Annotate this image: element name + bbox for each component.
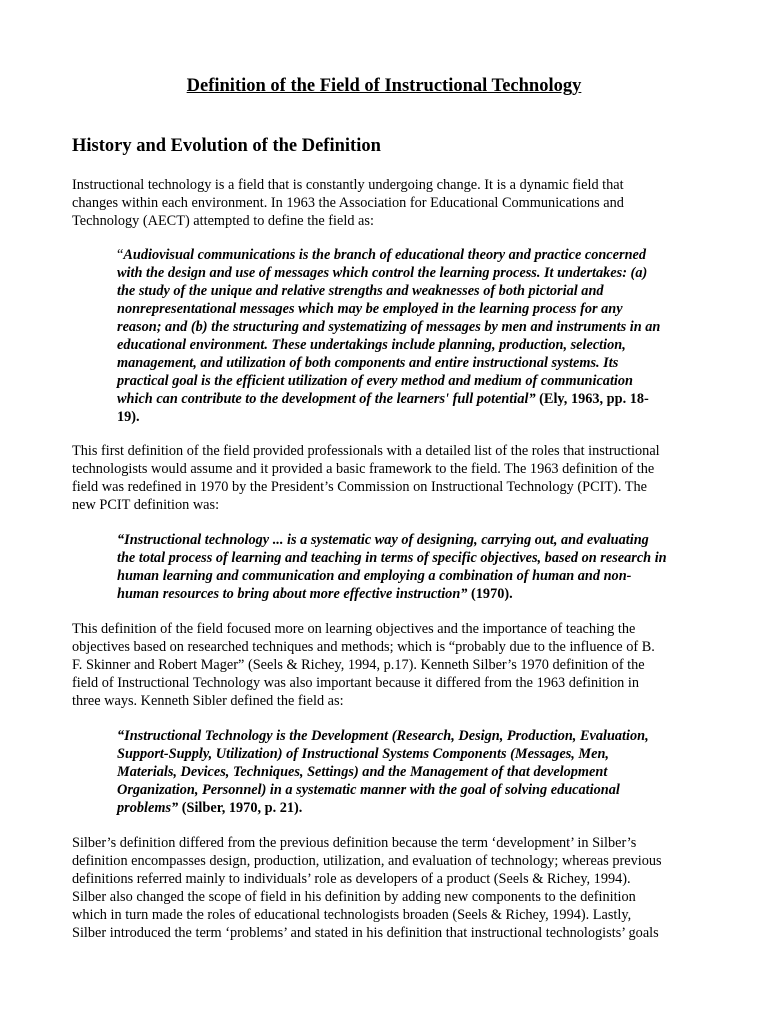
text-line: with the design and use of messages which control the learning process. It undertakes: (a): [117, 265, 648, 281]
text-line: practical goal is the efficient utilization of every method and medium of communication: [117, 373, 634, 389]
text-line: changes within each environment. In 1963 the Association for Educational Communications and: [72, 195, 624, 211]
text-line: Organization, Personnel) in a systematic manner with the goal of solving educational: [117, 782, 620, 798]
text-line: “Instructional Technology is the Development (Research, Design, Production, Evaluation,: [117, 728, 649, 744]
paragraph-intro: [72, 176, 696, 230]
text-line-content: Audiovisual communications is the branch of educational theory and practice concerned: [123, 247, 647, 263]
text-line: nonrepresentational messages which may be employed in the learning process for any: [117, 301, 623, 317]
quote-silber-1970: [117, 727, 695, 817]
quote-aect-1963: [117, 246, 695, 426]
document-title: Definition of the Field of Instructional Technology: [186, 76, 582, 96]
text-line: [117, 799, 695, 817]
text-line: management, and utilization of both components and entire instructional systems. Its: [117, 355, 619, 371]
text-line: definition encompasses design, production, utilization, and evaluation of technology; whereas previous: [72, 853, 662, 869]
paragraph-silber-differences: [72, 834, 696, 942]
text-line: three ways. Kenneth Sibler defined the field as:: [72, 693, 344, 709]
section-heading: History and Evolution of the Definition: [72, 136, 381, 156]
text-line: [117, 390, 695, 408]
open-quote-mark: “: [117, 247, 124, 263]
text-line: field of Instructional Technology was also important because it differed from the 1963 definition in: [72, 675, 640, 691]
text-line: Silber also changed the scope of field in his definition by adding new components to the definition: [72, 889, 636, 905]
text-line: definitions referred mainly to individuals’ role as developers of a product (Seels & Richey, 1994).: [72, 871, 631, 887]
text-line: Silber introduced the term ‘problems’ and stated in his definition that instructional technologists’ goals: [72, 925, 659, 941]
paragraph-pcit: [72, 442, 696, 514]
text-line: Support-Supply, Utilization) of Instructional Systems Components (Messages, Men,: [117, 746, 609, 762]
text-line: field was redefined in 1970 by the President’s Commission on Instructional Technology (PCIT). The: [72, 479, 648, 495]
citation: (Ely, 1963, pp. 18-: [535, 391, 649, 407]
text-line: Technology (AECT) attempted to define the field as:: [72, 213, 374, 229]
quote-pcit-1970: [117, 531, 695, 603]
paragraph-silber-intro: [72, 620, 696, 710]
text-line: which in turn made the roles of educational technologists broaden (Seels & Richey, 1994). Lastly,: [72, 907, 632, 923]
text-line: [117, 585, 695, 603]
text-line: technologists would assume and it provided a basic framework to the field. The 1963 definition of the: [72, 461, 655, 477]
citation: (1970).: [467, 586, 513, 602]
text-line-content: problems”: [117, 800, 179, 816]
citation: 19).: [117, 409, 140, 425]
text-line: This first definition of the field provided professionals with a detailed list of the roles that instructional: [72, 443, 660, 459]
text-line-content: human resources to bring about more effective instruction”: [117, 586, 468, 602]
text-line: [117, 246, 695, 264]
text-line: objectives based on researched techniques and methods; which is “probably due to the influence of B.: [72, 639, 655, 655]
text-line: educational environment. These undertakings include planning, production, selection,: [117, 337, 626, 353]
text-line: Silber’s definition differed from the previous definition because the term ‘development’ in Silber’s: [72, 835, 637, 851]
text-line: This definition of the field focused more on learning objectives and the importance of teaching the: [72, 621, 636, 637]
text-line: human learning and communication and employing a combination of human and non-: [117, 568, 632, 584]
text-line: the total process of learning and teaching in terms of specific objectives, based on research in: [117, 550, 667, 566]
text-line: F. Skinner and Robert Mager” (Seels & Richey, 1994, p.17). Kenneth Silber’s 1970 definition of the: [72, 657, 645, 673]
text-line: “Instructional technology ... is a systematic way of designing, carrying out, and evaluating: [117, 532, 649, 548]
text-line: new PCIT definition was:: [72, 497, 220, 513]
text-line-content: which can contribute to the development of the learners' full potential”: [117, 391, 536, 407]
citation: (Silber, 1970, p. 21).: [178, 800, 303, 816]
text-line: Instructional technology is a field that is constantly undergoing change. It is a dynamic field that: [72, 177, 624, 193]
text-line: Materials, Devices, Techniques, Settings) and the Management of that development: [117, 764, 608, 780]
text-line: the study of the unique and relative strengths and weaknesses of both pictorial and: [117, 283, 604, 299]
text-line: reason; and (b) the structuring and systematizing of messages by men and instruments in an: [117, 319, 661, 335]
